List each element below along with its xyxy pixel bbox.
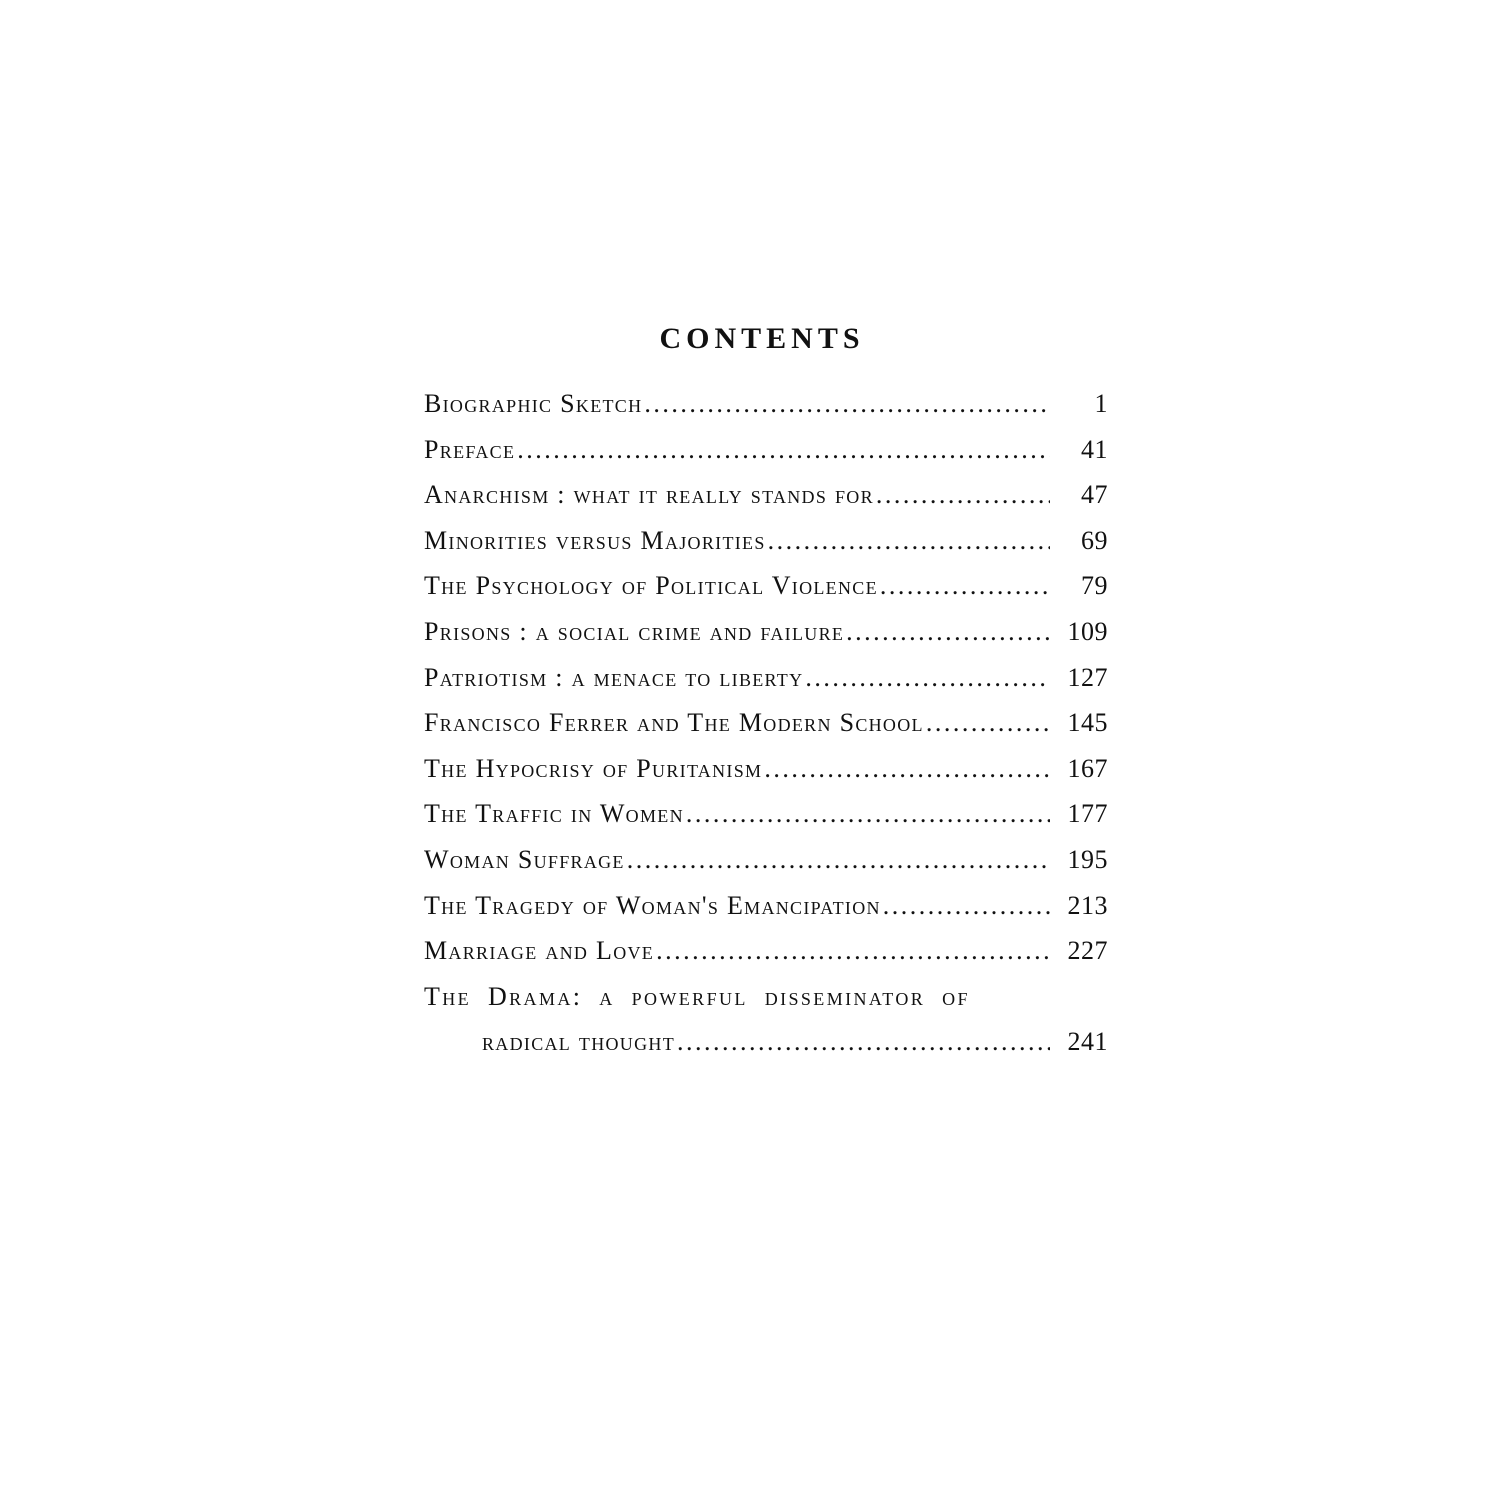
toc-entry-page: 127 — [1067, 662, 1108, 692]
dot-leader — [926, 708, 1050, 738]
toc-entry-title: Marriage and Love — [424, 936, 655, 966]
toc-entry-biographic-sketch — [424, 389, 1108, 435]
dot-leader — [768, 526, 1050, 556]
toc-entry-page: 79 — [1081, 571, 1108, 601]
toc-entry-woman-suffrage — [424, 845, 1108, 891]
toc-entry-marriage — [424, 936, 1108, 982]
toc-entry-patriotism — [424, 663, 1108, 709]
toc-entry-page: 213 — [1067, 890, 1108, 920]
dot-leader — [656, 936, 1050, 966]
toc-entry-title-continued: radical thought — [482, 1027, 675, 1057]
toc-entry-title: The Drama: a powerful disseminator of — [424, 981, 970, 1011]
toc-entry-title: Preface — [424, 434, 516, 464]
toc-entry-tragedy — [424, 891, 1108, 937]
toc-entry-traffic — [424, 799, 1108, 845]
toc-entry-title: The Tragedy of Woman's Emancipation — [424, 890, 881, 920]
toc-entry-preface — [424, 435, 1108, 481]
toc-entry-title: The Hypocrisy of Puritanism — [424, 753, 763, 783]
toc-entry-page: 1 — [1094, 389, 1108, 418]
toc-entry-anarchism — [424, 480, 1108, 526]
dot-leader — [883, 891, 1050, 921]
toc-entry-page: 241 — [1067, 1027, 1108, 1057]
toc-entry-title: Anarchism : what it really stands for — [424, 480, 874, 510]
toc-entry-title: Minorities versus Majorities — [424, 525, 766, 555]
dot-leader — [764, 754, 1050, 784]
toc-entry-title: Prisons : a social crime and failure — [424, 616, 845, 646]
toc-entry-page: 109 — [1067, 616, 1108, 646]
dot-leader — [627, 845, 1050, 875]
toc-entry-page: 41 — [1081, 434, 1108, 464]
toc-entry-page: 47 — [1081, 480, 1108, 510]
dot-leader — [876, 480, 1050, 510]
dot-leader — [880, 571, 1050, 601]
toc-entry-hypocrisy — [424, 754, 1108, 800]
toc-entry-title: Francisco Ferrer and The Modern School — [424, 708, 924, 738]
dot-leader — [846, 617, 1050, 647]
dot-leader — [644, 389, 1050, 419]
toc-entry-title: Patriotism : a menace to liberty — [424, 662, 804, 692]
toc-entry-title: The Traffic in Women — [424, 799, 684, 829]
toc-entry-page: 177 — [1067, 799, 1108, 829]
toc-entry-drama-line-1 — [424, 982, 1108, 1028]
toc-entry-francisco-ferrer — [424, 708, 1108, 754]
toc-entry-drama-line-2 — [424, 1027, 1108, 1073]
contents-heading: CONTENTS — [659, 322, 865, 355]
toc-entry-prisons — [424, 617, 1108, 663]
dot-leader — [805, 663, 1050, 693]
toc-entry-title: The Psychology of Political Violence — [424, 571, 878, 601]
toc-entry-page: 167 — [1067, 753, 1108, 783]
toc-entry-page: 145 — [1067, 708, 1108, 738]
toc-entry-page: 195 — [1067, 844, 1108, 874]
toc-entry-page: 227 — [1067, 936, 1108, 966]
dot-leader — [677, 1027, 1050, 1057]
toc-entry-psychology — [424, 571, 1108, 617]
dot-leader — [686, 799, 1050, 829]
table-of-contents — [424, 389, 1108, 1073]
toc-entry-title: Biographic Sketch — [424, 389, 643, 418]
toc-entry-title: Woman Suffrage — [424, 844, 625, 874]
toc-entry-page: 69 — [1081, 525, 1108, 555]
toc-entry-minorities — [424, 526, 1108, 572]
dot-leader — [517, 435, 1050, 465]
